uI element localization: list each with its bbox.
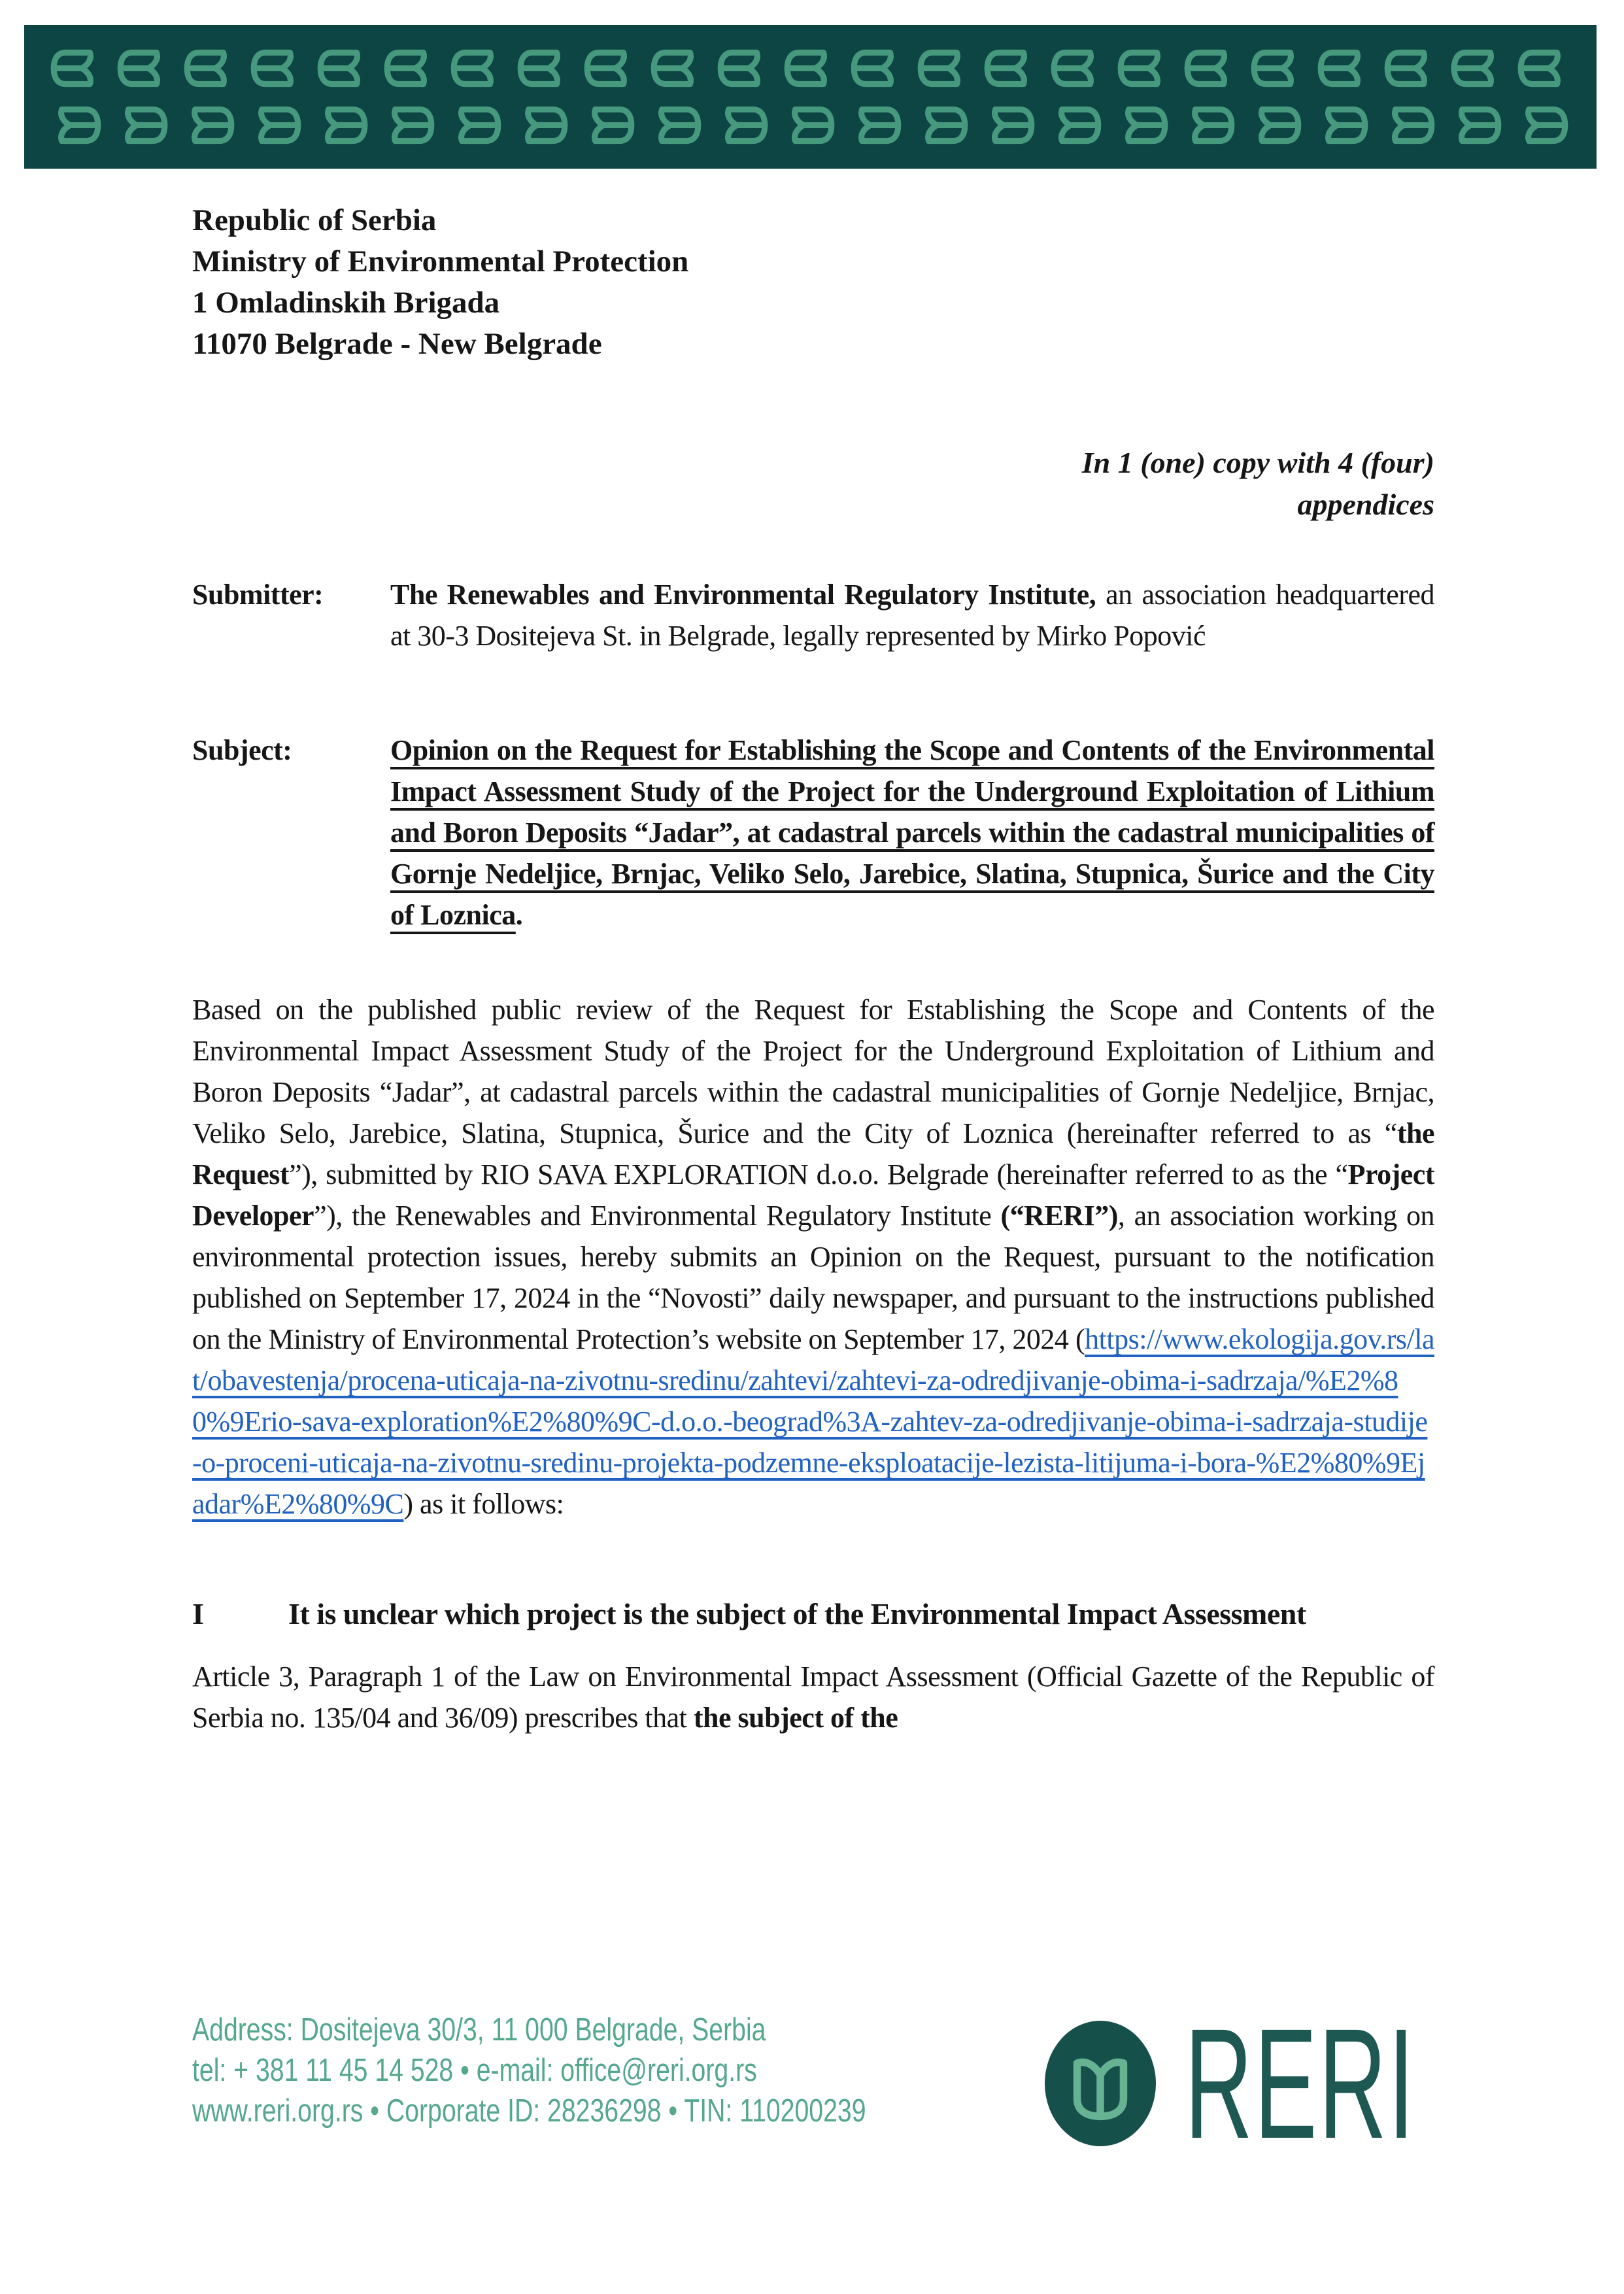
letter-content — [192, 169, 1434, 1738]
tulip-leaf-icon — [317, 47, 368, 90]
tulip-leaf-icon — [1317, 47, 1368, 90]
copy-note-line: appendices — [1297, 488, 1434, 521]
header-banner — [24, 25, 1597, 169]
tulip-leaf-icon — [851, 104, 902, 146]
tulip-leaf-icon — [1451, 47, 1502, 90]
tulip-leaf-icon — [717, 104, 768, 146]
tulip-leaf-icon — [651, 104, 702, 146]
tulip-leaf-icon — [317, 104, 368, 146]
tulip-leaf-icon — [917, 47, 968, 90]
tulip-leaf-icon — [984, 47, 1035, 90]
footer-tel-email-line: tel: + 381 11 45 14 528 • e-mail: office@reri.org.rs — [192, 2053, 757, 2088]
submitter-label: Submitter: — [192, 579, 324, 611]
tulip-leaf-icon — [1184, 104, 1235, 146]
section-heading — [192, 1593, 1434, 1635]
tulip-leaf-icon — [1517, 47, 1568, 90]
tulip-leaf-icon — [1251, 47, 1302, 90]
tulip-leaf-icon — [50, 104, 101, 146]
tulip-leaf-icon — [1384, 47, 1435, 90]
subject-text: Opinion on the Request for Establishing the Scope and Contents of the Environmental Impact Assessment Study of the Project for the Underground Exploitation of Lithium and Boron Deposits “Jadar”, at cadastral parcels within the cadastral municipalities of Gornje Nedeljice, Brnjac, Veliko Selo, Jarebice, Slatina, Stupnica, Šurice and the City of Loznica. — [390, 734, 1434, 931]
tulip-leaf-icon — [50, 47, 101, 90]
tulip-leaf-icon — [784, 104, 835, 146]
tulip-leaf-icon — [851, 47, 902, 90]
submitter-text: The Renewables and Environmental Regulatory Institute, an association headquartered at 30-3 Dositejeva St. in Belgrade, legally represented by Mirko Popović — [390, 579, 1434, 652]
banner-pattern-row-bottom — [50, 104, 1570, 146]
tulip-leaf-icon — [517, 47, 568, 90]
body-paragraph-text: Based on the published public review of the Request for Establishing the Scope and Contents of the Environmental Impact Assessment Study of the Project for the Underground Exploitation of Lithium and Boron Deposits “Jadar”, at cadastral parcels within the cadastral municipalities of Gornje Nedeljice, Brnjac, Veliko Selo, Jarebice, Slatina, Stupnica, Šurice and the City of Loznica (hereinafter referred to as “the Request”), submitted by RIO SAVA EXPLORATION d.o.o. Belgrade (hereinafter referred to as the “Project Developer”), the Renewables and Environmental Regulatory Institute (“RERI”), an association working on environmental protection issues, hereby submits an Opinion on the Request, pursuant to the notification published on September 17, 2024 in the “Novosti” daily newspaper, and pursuant to the instructions published on the Ministry of Environmental Protection’s website on September 17, 2024 (https://www.ekologija.gov.rs/lat/obavestenja/procena-uticaja-na-zivotnu-sredinu/zahtevi/zahtevi-za-odredjivanje-obima-i-sadrzaja/%E2%80%9Erio-sava-exploration%E2%80%9C-d.o.o.-beograd%3A-zahtev-za-odredjivanje-obima-i-sadrzaja-studije-o-proceni-uticaja-na-zivotnu-sredinu-projekta-podzemne-eksploatacije-lezista-litijuma-i-bora-%E2%80%9Ejadar%E2%80%9C) as it follows: — [192, 994, 1434, 1520]
reri-logo — [1045, 1996, 1570, 2171]
body-paragraph — [192, 989, 1434, 1525]
reri-wordmark: RERI — [1185, 1996, 1416, 2171]
tulip-leaf-icon — [1051, 47, 1102, 90]
recipient-address-block — [192, 200, 1434, 365]
tulip-leaf-icon — [984, 104, 1035, 146]
copy-note-line: In 1 (one) copy with 4 (four) — [1081, 446, 1434, 479]
body-hyperlink[interactable]: https://www.ekologija.gov.rs/lat/obavestenja/procena-uticaja-na-zivotnu-sredinu/zahtevi/zahtevi-za-odredjivanje-obima-i-sadrzaja/%E2%80%9Erio-sava-exploration%E2%80%9C-d.o.o.-beograd%3A-zahtev-za-odredjivanje-obima-i-sadrzaja-studije-o-proceni-uticaja-na-zivotnu-sredinu-projekta-podzemne-eksploatacije-lezista-litijuma-i-bora-%E2%80%9Ejadar%E2%80%9C — [192, 1323, 1434, 1520]
tulip-leaf-icon — [1384, 104, 1435, 146]
tulip-leaf-icon — [717, 47, 768, 90]
tulip-leaf-icon — [117, 47, 168, 90]
tulip-leaf-icon — [1251, 104, 1302, 146]
article-paragraph-text: Article 3, Paragraph 1 of the Law on Environmental Impact Assessment (Official Gazette of the Republic of Serbia no. 135/04 and 36/09) prescribes that the subject of the — [192, 1661, 1434, 1734]
tulip-leaf-icon — [584, 47, 635, 90]
banner-pattern-row-top — [50, 47, 1570, 90]
tulip-leaf-icon — [784, 47, 835, 90]
tulip-leaf-icon — [917, 104, 968, 146]
tulip-leaf-icon — [250, 104, 301, 146]
reri-tulip-logo-icon — [1045, 2021, 1156, 2146]
tulip-leaf-icon — [1184, 47, 1235, 90]
tulip-leaf-icon — [184, 47, 235, 90]
tulip-leaf-icon — [584, 104, 635, 146]
tulip-leaf-icon — [450, 104, 501, 146]
subject-label: Subject: — [192, 734, 292, 766]
tulip-leaf-icon — [1451, 104, 1502, 146]
footer-web-id-line: www.reri.org.rs • Corporate ID: 28236298 • TIN: 110200239 — [192, 2093, 866, 2129]
submitter-block — [192, 574, 1434, 656]
section-title: It is unclear which project is the subject of the Environmental Impact Assessment — [288, 1597, 1306, 1630]
tulip-leaf-icon — [184, 104, 235, 146]
tulip-leaf-icon — [450, 47, 501, 90]
recipient-line: Republic of Serbia — [192, 203, 437, 237]
tulip-leaf-icon — [1317, 104, 1368, 146]
footer-contact-block — [192, 2010, 866, 2131]
recipient-line: Ministry of Environmental Protection — [192, 245, 689, 278]
article-paragraph — [192, 1656, 1434, 1738]
recipient-line: 11070 Belgrade - New Belgrade — [192, 327, 602, 361]
tulip-leaf-icon — [250, 47, 301, 90]
footer-address-line: Address: Dositejeva 30/3, 11 000 Belgrade, Serbia — [192, 2012, 766, 2048]
tulip-leaf-icon — [117, 104, 168, 146]
tulip-leaf-icon — [1051, 104, 1102, 146]
section-numeral: I — [192, 1597, 204, 1630]
recipient-line: 1 Omladinskih Brigada — [192, 286, 500, 320]
tulip-leaf-icon — [517, 104, 568, 146]
tulip-leaf-icon — [384, 104, 435, 146]
tulip-leaf-icon — [1517, 104, 1568, 146]
tulip-leaf-icon — [1117, 47, 1168, 90]
subject-block — [192, 730, 1434, 936]
tulip-leaf-icon — [384, 47, 435, 90]
tulip-leaf-icon — [651, 47, 702, 90]
copy-count-note — [192, 442, 1434, 526]
tulip-leaf-icon — [1117, 104, 1168, 146]
